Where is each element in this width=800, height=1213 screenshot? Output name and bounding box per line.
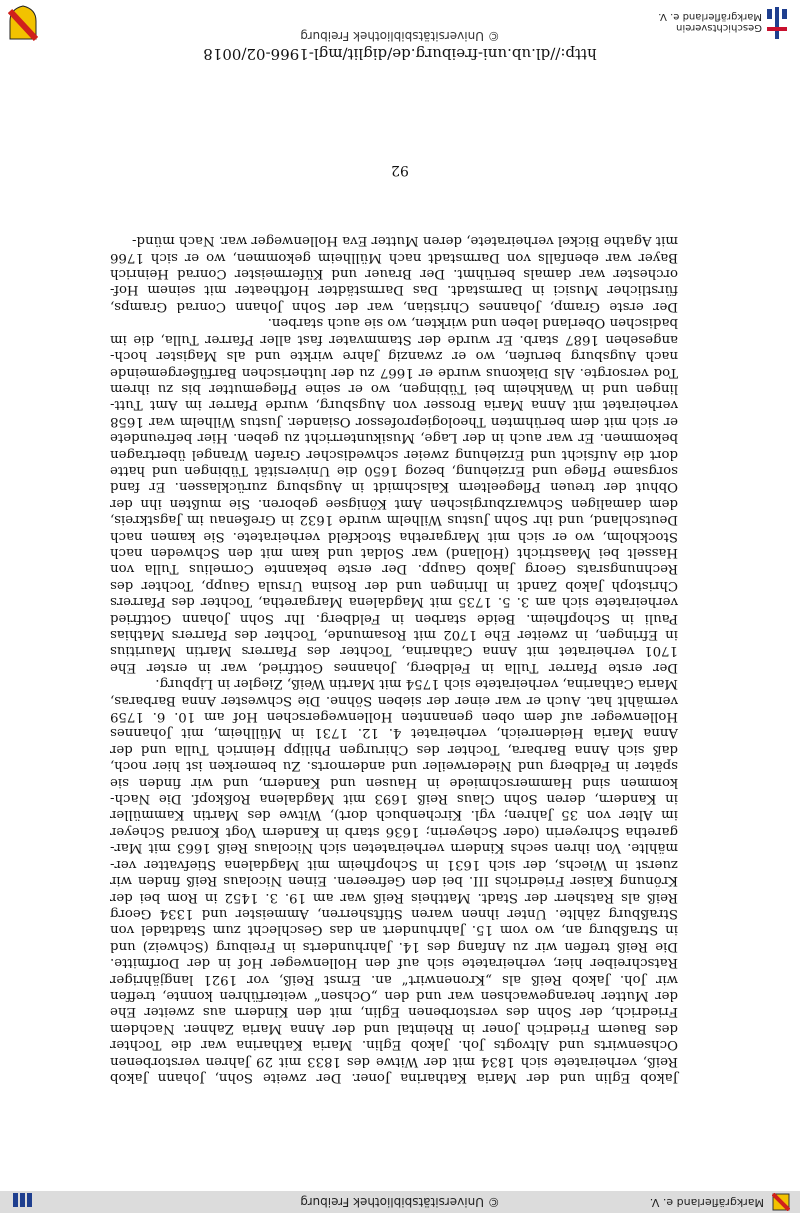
paragraph [110,232,690,314]
text-line: Tod versorgte. Als Diakonus wurde er 1667 zu der lutherischen Barfüßergemeinde [110,364,678,380]
text-line: mählte. Von ihren sechs Kindern verheirateten sich Nicolaus Reiß 1663 mit Mar- [110,840,678,856]
text-line: nach Augsburg berufen, wo er zwanzig Jahre wirkte und als Magister hoch- [110,348,678,364]
text-line: in Efringen, in zweiter Ehe 1702 mit Rosamunde, Tochter des Pfarrers Mathias [110,627,678,643]
text-line: Straßburg zählte. Unter ihnen waren Stiftsherren, Ammeister und 1334 Georg [110,905,678,921]
text-line: Reiß, verheiratete sich 1834 mit der Witwe des 1833 mit 29 Jahren verstorbenen [110,1053,678,1069]
text-line: garetha Schreyerin (oder Scheyerin; 1636 starb in Kandern Vogt Konrad Scheyer [110,823,678,839]
paragraph [110,314,690,675]
text-line: dort die Aufsicht und Erziehung zweier schwedischer Grafen Wrangel übertragen [110,446,678,462]
text-line: fürstlicher Musici in Darmstadt. Das Darmstädter Hoftheater mit seinem Hof- [110,282,678,298]
text-line: Die Reiß treffen wir zu Anfang des 14. Jahrhunderts in Freiburg (Schweiz) und [110,938,678,954]
article-body [110,232,690,1085]
text-line: später in Feldberg und Niederweiler und andernorts. Zu bemerken ist hier noch, [110,758,678,774]
society-crest-icon-footer [8,5,38,41]
text-line: Stockholm, wo er sich mit Margaretha Stockfeld verheiratete. Sie kamen nach [110,528,678,544]
text-line: orchester war damals berühmt. Der Brauer und Küfermeister Conrad Heinrich [110,266,678,282]
text-line: wir Joh. Jakob Reiß als „Kronenwirt“ an. Ernst Reiß, vor 1921 langjähriger [110,971,678,987]
viewer-top-bar [0,1191,800,1213]
text-line: Anna Maria Heidenreich, verheiratet 4. 12. 1731 in Müllheim, mit Johannes [110,725,678,741]
text-line: badischen Oberland leben und wirkten, wo sie auch starben. [267,315,678,331]
text-line: Reiß als Ratsherr der Stadt. Mattheis Reiß war am 19. 3. 1452 in Rom bei der [110,889,678,905]
text-line: Ratschreiber hier, verheiratete sich auf den Hollenweger Hof in der Dorfmitte. [110,955,678,971]
library-copyright-footer: © Universitätsbibliothek Freiburg [300,29,500,43]
text-line: Obhut der treuen Pflegeeltern Kalschmidt in Augsburg zurücklassen. Er fand [110,479,678,495]
text-line: er sich mit dem berühmten Theologieprofessor Osiander. Justus Wilhelm war 1658 [110,413,678,429]
text-line: im Alter von 35 Jahren; vgl. Kirchenbuch dort), Witwe des Martin Kammüller [110,807,678,823]
text-line: bekommen. Er war auch in der Lage, Musikunterricht zu geben. Hier befreundete [110,430,678,446]
page-number: 92 [391,162,409,178]
text-line: Hollenweger auf dem oben genannten Hollenwegerschen Hof am 10. 6. 1759 [110,709,678,725]
text-line: Deutschland, und ihr Sohn Justus Wilhelm wurde 1632 in Greßenau im Jagstkreis, [110,512,678,528]
text-line: verheiratet mit Anna Maria Brosser von Augsburg, wurde Pfarrer im Amt Tutt- [110,397,678,413]
text-line: Jakob Eglin und der Maria Katharina Joner. Der zweite Sohn, Johann Jakob [110,1070,678,1085]
society-name-footer: Geschichtsverein Markgräflerland e. V. [658,11,762,33]
text-line: der Mutter herangewachsen war und den „Ochsen“ weiterführen konnte, treffen [110,987,678,1003]
text-line: lingen und in Wankheim bei Tübingen, wo er seine Pflegemutter bis zu ihrem [110,380,678,396]
permalink-url[interactable]: http://dl.ub.uni-freiburg.de/diglit/mgl-1966-02/0018 [203,45,597,63]
text-line: Der erste Pfarrer Tulla in Feldberg, Johannes Gottfried, war in erster Ehe [110,659,678,675]
text-line: angesehen 1687 starb. Er wurde der Stammvater fast aller Pfarrer Tulla, die im [110,331,678,347]
text-line: verheiratete sich am 3. 5. 1735 mit Magdalena Margaretha, Tochter des Pfarrers [110,594,678,610]
university-logo-icon [10,1191,36,1211]
text-line: des Bauern Friedrich Joner in Rheintal und der Anna Maria Zahner. Nachdem [110,1020,678,1036]
text-line: Der erste Gramp, Johannes Christian, war der Sohn Johann Conrad Gramps, [110,298,678,314]
text-line: Krönung Kaiser Friedrichs III. bei den Gefreeren. Einen Nicolaus Reiß finden wir [110,873,678,889]
text-line: daß sich Anna Barbara, Tochter des Chirurgen Philipp Heinrich Tulla und der [110,741,678,757]
paragraph [110,675,690,1085]
text-line: dem damaligen Schwarzburgischen Amt Königsee geboren. Sie mußten ihn der [110,495,678,511]
text-line: Bayer war ebenfalls von Darmstadt nach Müllheim gekommen, wo er sich 1766 [110,249,678,265]
text-line: Rechnungsrats Georg Jakob Gaupp. Der erste bekannte Cornelius Tulla von [110,561,678,577]
text-line: in Kandern, deren Sohn Claus Reiß 1693 mit Magdalena Roßkopf. Die Nach- [110,791,678,807]
text-line: zuerst in Wiechs, der sich 1631 in Schopfheim mit Magdalena Stiefvatter ver- [110,856,678,872]
text-line: Christoph Jakob Zandt in Ihringen und der Rosina Ursula Gaupp, Tochter des [110,577,678,593]
society-name-text: Markgräflerland e. V. [649,1196,764,1209]
text-line: 1701 verheiratet mit Anna Catharina, Tochter des Pfarrers Martin Mauritius [110,643,678,659]
text-line: Pauli in Schopfheim. Beide starben in Feldberg. Ihr Sohn Johann Gottfried [110,610,678,626]
text-line: Hasselt bei Maastricht (Holland) war Soldat und kam mit den Schweden nach [110,545,678,560]
text-line: in Straßburg an, wo vom 15. Jahrhundert an das Geschlecht zum Stadtadel von [110,922,678,938]
text-line: mit Agathe Bickel verheiratete, deren Mutter Eva Hollenweger war. Nach münd- [132,233,678,249]
text-line: vermählt hat. Auch er war einer der sieben Söhne. Die Schwester Anna Barbaras, [110,692,678,708]
text-line: Maria Catharina, verheiratete sich 1754 mit Martin Weiß, Ziegler in Lipburg. [155,676,678,692]
text-line: sorgsame Pflege und Erziehung, bezog 1650 die Universität Tübingen und hatte [110,462,678,478]
text-line: Friedrich, der Sohn des verstorbenen Eglin, mit den Kindern aus zweiter Ehe [110,1004,678,1020]
library-copyright-text: © Universitätsbibliothek Freiburg [300,1195,500,1209]
text-line: Ochsenwirts und Altvogts Joh. Jakob Eglin. Maria Katharina war die Tochter [110,1037,678,1053]
university-logo-icon-footer [764,5,790,41]
text-line: kommen sind Hammerschmiede in Hausen und Kandern, und wir finden sie [110,774,678,790]
